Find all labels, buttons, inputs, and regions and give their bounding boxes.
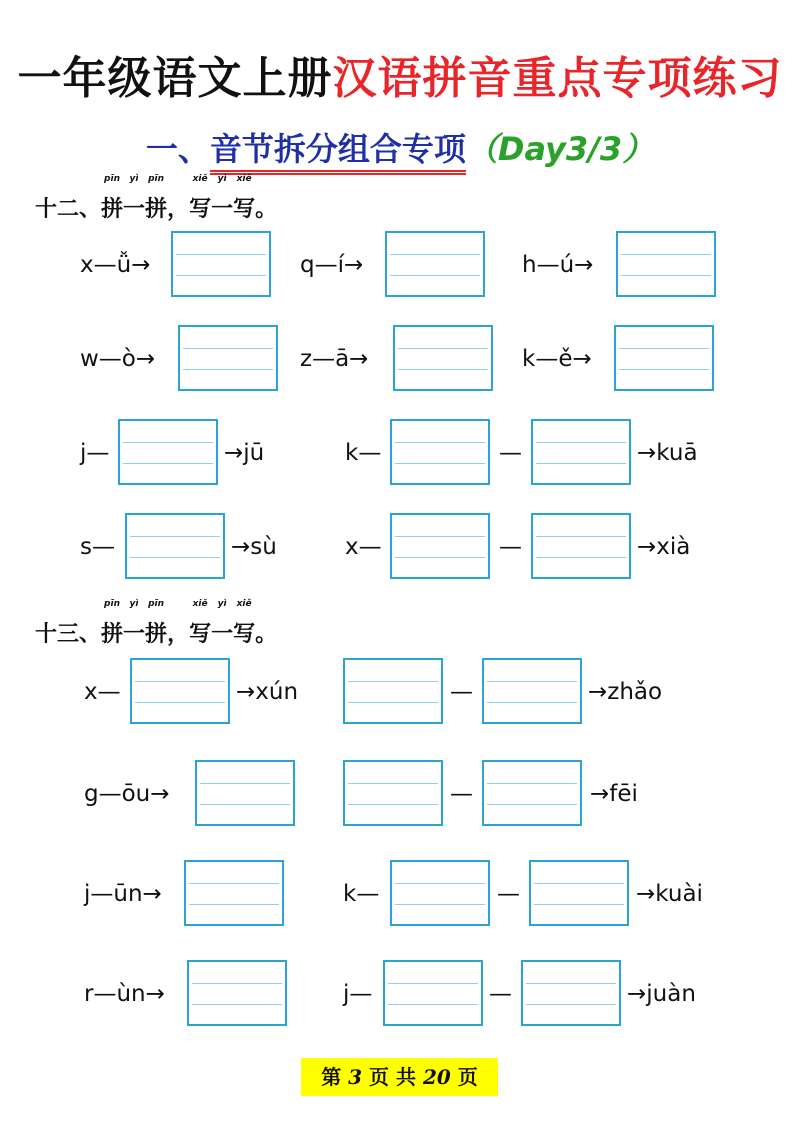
heading-glyph: 一 [211,196,234,222]
syllable-prompt: k—ě→ [522,346,592,372]
syllable-prompt: x—ǚ→ [80,252,151,278]
answer-box[interactable] [383,960,483,1026]
syllable-result: →kuā [637,440,698,466]
heading-glyph: 拼 [145,621,168,647]
answer-box[interactable] [521,960,621,1026]
page-title [0,42,800,106]
answer-box[interactable] [195,760,295,826]
heading-char [211,599,234,648]
heading-glyph: 写 [189,621,212,647]
answer-box[interactable] [130,658,230,724]
page-label-prefix: 第 [321,1065,342,1089]
pinyin-label: yì [129,174,139,184]
subtitle-number: 一、 [145,130,210,168]
answer-box[interactable] [616,231,716,297]
heading-char [101,599,124,648]
title-red: 汉语拼音重点专项练习 [332,53,783,104]
pinyin-label: yì [217,599,227,609]
heading-char [123,174,146,223]
answer-box[interactable] [390,419,490,485]
syllable-prompt: w—ò→ [80,346,156,372]
answer-box[interactable] [393,325,493,391]
syllable-prompt: j— [343,981,373,1007]
heading-char [211,174,234,223]
heading-char [123,599,146,648]
dash-separator: — [499,534,522,560]
answer-box[interactable] [482,760,582,826]
answer-box[interactable] [343,658,443,724]
page-indicator [301,1058,498,1096]
heading-char [145,599,168,648]
syllable-prompt: k— [345,440,382,466]
answer-box[interactable] [390,513,490,579]
heading-period: 。 [255,196,278,222]
heading-comma: ， [167,196,190,222]
answer-box[interactable] [385,231,485,297]
heading-glyph: 写 [233,621,256,647]
syllable-prompt: g—ōu→ [84,781,170,807]
answer-box[interactable] [178,325,278,391]
answer-box[interactable] [187,960,287,1026]
syllable-prompt: q—í→ [300,252,364,278]
answer-box[interactable] [118,419,218,485]
answer-box[interactable] [390,860,490,926]
syllable-result: →zhǎo [588,679,663,705]
syllable-prompt: s— [80,534,115,560]
answer-box[interactable] [482,658,582,724]
page-label-middle: 页 共 [369,1065,417,1089]
syllable-prompt: j—ūn→ [84,881,162,907]
heading-period: 。 [255,621,278,647]
answer-box[interactable] [125,513,225,579]
subtitle-main: 音节拆分组合专项 [210,130,466,175]
page-subtitle [0,124,800,170]
pinyin-label: pīn [104,599,120,609]
heading-glyph: 写 [233,196,256,222]
syllable-prompt: x— [84,679,121,705]
syllable-prompt: r—ùn→ [84,981,165,1007]
heading-char [189,174,212,223]
heading-glyph: 拼 [101,621,124,647]
heading-glyph: 一 [123,196,146,222]
answer-box[interactable] [531,419,631,485]
answer-box[interactable] [171,231,271,297]
dash-separator: — [499,440,522,466]
pinyin-label: pīn [148,174,165,184]
heading-char [233,174,256,223]
current-page-number: 3 [348,1065,363,1089]
total-page-number: 20 [422,1065,451,1089]
heading-char [233,599,256,648]
syllable-result: →xún [236,679,299,705]
heading-char [145,174,168,223]
syllable-result: →jū [224,440,265,466]
syllable-result: →xià [637,534,691,560]
heading-char [189,599,212,648]
heading-glyph: 拼 [101,196,124,222]
heading-char [101,174,124,223]
heading-comma: ， [167,621,190,647]
syllable-result: →sù [231,534,277,560]
answer-box[interactable] [184,860,284,926]
syllable-prompt: z—ā→ [300,346,369,372]
heading-glyph: 一 [211,621,234,647]
answer-box[interactable] [529,860,629,926]
syllable-prompt: x— [345,534,382,560]
subtitle-day: （Day3/3） [465,130,655,168]
heading-glyph: 拼 [145,196,168,222]
pinyin-label: yì [217,174,227,184]
syllable-prompt: h—ú→ [522,252,594,278]
syllable-prompt: k— [343,881,380,907]
dash-separator: — [450,679,473,705]
answer-box[interactable] [343,760,443,826]
pinyin-label: xiě [236,174,252,184]
heading-glyph: 写 [189,196,212,222]
pinyin-label: yì [129,599,139,609]
section-13-heading [35,599,278,648]
answer-box[interactable] [614,325,714,391]
title-black: 一年级语文上册 [17,53,333,104]
heading-glyph: 一 [123,621,146,647]
dash-separator: — [489,981,512,1007]
pinyin-label: xiě [192,599,208,609]
pinyin-label: pīn [104,174,120,184]
pinyin-label: xiě [236,599,252,609]
section-12-heading [35,174,278,223]
page-label-suffix: 页 [457,1065,478,1089]
syllable-prompt: j— [80,440,110,466]
syllable-result: →juàn [627,981,696,1007]
pinyin-label: xiě [192,174,208,184]
dash-separator: — [450,781,473,807]
dash-separator: — [497,881,520,907]
section-12-number: 十二、 [35,196,102,222]
syllable-result: →fēi [590,781,638,807]
section-13-number: 十三、 [35,621,102,647]
pinyin-label: pīn [148,599,165,609]
syllable-result: →kuài [636,881,703,907]
answer-box[interactable] [531,513,631,579]
